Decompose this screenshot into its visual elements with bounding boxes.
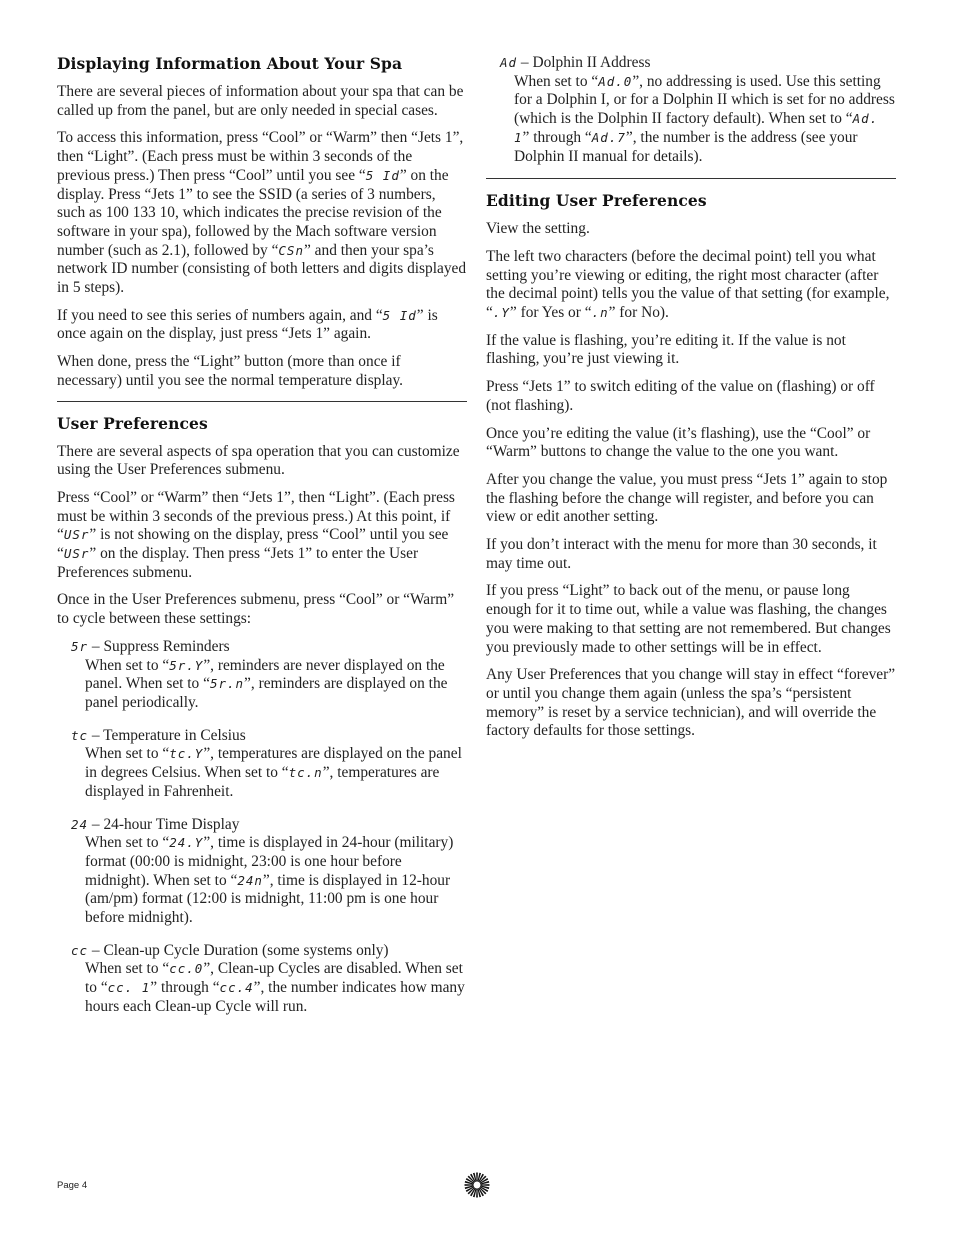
paragraph-intro: There are several pieces of information about your spa that can be called up from the panel, but are only needed in special cases. (57, 83, 464, 119)
paragraph-prefs-access: Press “Cool” or “Warm” then “Jets 1”, then “Light”. (Each press must be within 3 seconds of the previous press.) At this point, if “USr” is not showing on the display, press “Cool” until you see “USr” on the display. Then press “Jets 1” to enter the User Preferences submenu. (57, 488, 455, 581)
heading-editing-preferences: Editing User Preferences (486, 191, 707, 211)
lcd-code: USr (63, 527, 90, 543)
divider (57, 401, 467, 402)
paragraph-register: After you change the value, you must press “Jets 1” again to stop the flashing before the change will register, and before you can view or edit another setting. (486, 470, 888, 526)
setting-suppress-reminders: 5r – Suppress Reminders When set to “5r.Y”, reminders are never displayed on the panel. When set to “5r.n”, reminders are displayed on the panel periodically. (71, 637, 448, 711)
lcd-code: Ad (500, 55, 518, 70)
right-column (486, 54, 896, 750)
lcd-code: .n (591, 305, 609, 321)
left-column (57, 54, 467, 1031)
lcd-code: USr (63, 546, 90, 562)
heading-displaying-info: Displaying Information About Your Spa (57, 54, 403, 73)
lcd-code: 5r (71, 638, 89, 654)
setting-dolphin-address: Ad – Dolphin II Address When set to “Ad.0”, no addressing is used. Use this setting for a Dolphin I, or for a Dolphin II which is set for no address (which is the Dolphin II factory default). When set to “Ad. 1” through “Ad.7”, the number is the address (see your Dolphin II manual for details). (500, 54, 895, 165)
paragraph-see-again: If you need to see this series of numbers again, and “5 Id” is once again on the display, just press “Jets 1” again. (57, 306, 438, 343)
lcd-code: CSn (278, 242, 304, 258)
lcd-code: cc (71, 942, 89, 958)
heading-user-preferences: User Preferences (57, 413, 208, 433)
page-number: Page 4 (57, 1180, 88, 1191)
paragraph-view-setting: View the setting. (486, 220, 590, 238)
paragraph-jets-toggle: Press “Jets 1” to switch editing of the value on (flashing) or off (not flashing). (486, 378, 875, 414)
lcd-code: tc (71, 727, 89, 743)
divider (486, 178, 896, 179)
paragraph-prefs-intro: There are several aspects of spa operation that you can customize using the User Preferences submenu. (57, 442, 460, 479)
lcd-code: .Y (492, 305, 510, 321)
paragraph-characters: The left two characters (before the decimal point) tell you what setting you’re viewing or editing, the right most character (after the decimal point) tells you the value of that setting (for example, “.Y” for Yes or “.n” for No). (486, 247, 890, 322)
lcd-code: 24 (71, 816, 89, 832)
setting-24-hour-time: 24 – 24-hour Time Display When set to “24.Y”, time is displayed in 24-hour (military) format (00:00 is midnight, 23:00 is one hour before midnight). When set to “24n”, time is displayed in 12-hour (am/pm) format (12:00 is midnight, 11:00 pm is one hour before midnight). (71, 815, 454, 927)
paragraph-timeout: If you don’t interact with the menu for more than 30 seconds, it may time out. (486, 536, 877, 572)
paragraph-access-info: To access this information, press “Cool” or “Warm” then “Jets 1”, then “Light”. (Each press must be within 3 seconds of the previous press.) Then press “Cool” until you see “5 Id” on the display. Press “Jets 1” to see the SSID (a series of 3 numbers, such as 100 133 10, which indicates the precise revision of the software in your spa), followed by the Mach software version number (such as 2.1), followed by “CSn” and then your spa’s network ID number (consisting of both letters and digits displayed in 5 steps). (57, 129, 467, 297)
lcd-code: 5 Id (365, 167, 400, 183)
setting-clean-up-cycle: cc – Clean-up Cycle Duration (some systems only) When set to “cc.0”, Clean-up Cycles are disabled. When set to “cc. 1” through “cc.4”, the number indicates how many hours each Clean-up Cycle will run. (71, 941, 465, 1015)
paragraph-flashing: If the value is flashing, you’re editing it. If the value is not flashing, you’re just viewing it. (486, 331, 846, 368)
paragraph-when-done: When done, press the “Light” button (more than once if necessary) until you see the normal temperature display. (57, 353, 404, 389)
setting-temperature-celsius: tc – Temperature in Celsius When set to “tc.Y”, temperatures are displayed on the panel in degrees Celsius. When set to “tc.n”, temperatures are displayed in Fahrenheit. (71, 726, 462, 800)
paragraph-change-value: Once you’re editing the value (it’s flashing), use the “Cool” or “Warm” buttons to change the value to the one you want. (486, 424, 871, 461)
paragraph-persistence: Any User Preferences that you change will stay in effect “forever” or until you change them again (unless the spa’s “persistent memory” is reset by a service technician), and will override the factory defaults for those settings. (486, 666, 896, 740)
paragraph-prefs-cycle: Once in the User Preferences submenu, press “Cool” or “Warm” to cycle between these settings: (57, 591, 455, 628)
paragraph-back-out: If you press “Light” to back out of the menu, or pause long enough for it to time out, while a value was flashing, the changes you were making to that setting are not remembered. But changes you previously made to other settings will be in effect. (486, 582, 891, 656)
sunburst-logo-icon (464, 1172, 490, 1198)
lcd-code: 5 Id (382, 307, 417, 323)
